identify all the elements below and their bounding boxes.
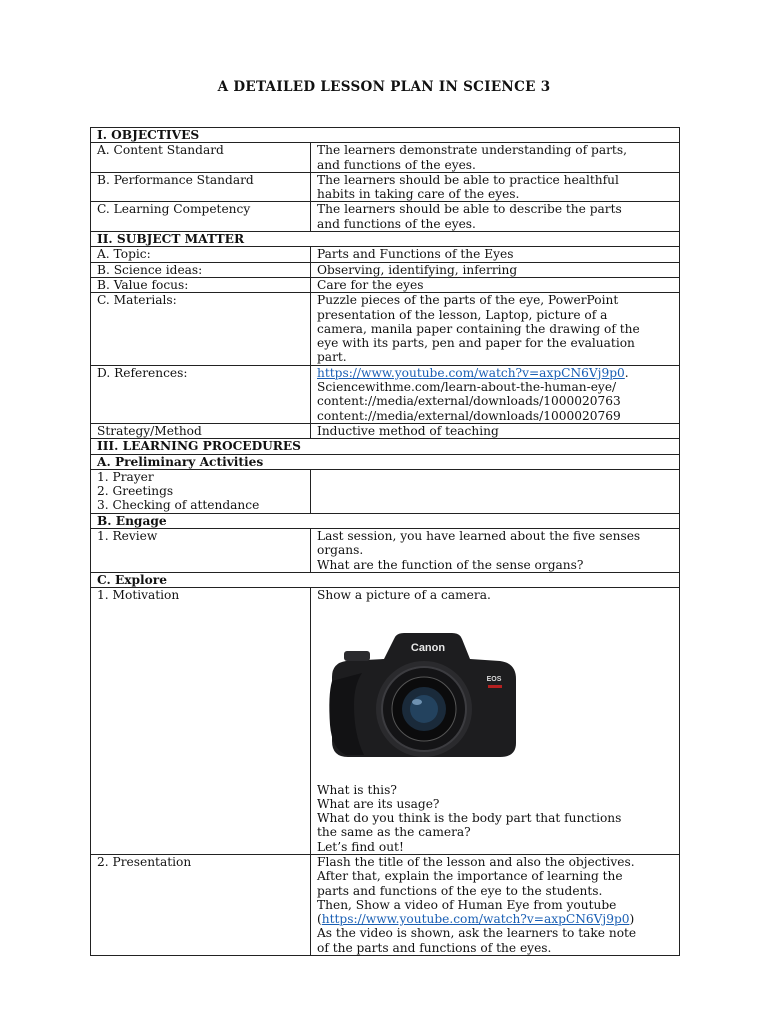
link-suffix: . <box>624 365 629 380</box>
text-line: What is this? <box>317 782 397 797</box>
text-line: What do you think is the body part that functions <box>317 811 622 826</box>
subject-matter-header-row <box>91 232 680 247</box>
strategy-label: Strategy/Method <box>91 423 311 438</box>
preliminary-header: A. Preliminary Activities <box>91 454 680 469</box>
content-standard-label: A. Content Standard <box>91 143 311 173</box>
preliminary-empty-cell <box>311 469 680 513</box>
performance-standard-label: B. Performance Standard <box>91 172 311 202</box>
subject-matter-header: II. SUBJECT MATTER <box>91 232 680 247</box>
text-line: part. <box>317 350 347 365</box>
text-line: Puzzle pieces of the parts of the eye, PowerPoint <box>317 293 619 308</box>
procedures-header-row <box>91 439 680 454</box>
text-line: presentation of the lesson, Laptop, picture of a <box>317 307 608 322</box>
topic-label: A. Topic: <box>91 247 311 262</box>
text-line: What are the function of the sense organs? <box>317 557 584 572</box>
text-line: organs. <box>317 543 364 558</box>
science-ideas-value: Observing, identifying, inferring <box>311 262 680 277</box>
lens-inner-glass <box>410 695 438 723</box>
lesson-plan-table <box>90 127 680 956</box>
text-line: eye with its parts, pen and paper for the evaluation <box>317 336 635 351</box>
list-item: 3. Checking of attendance <box>97 498 260 513</box>
page-title: A DETAILED LESSON PLAN IN SCIENCE 3 <box>217 79 551 95</box>
table-row <box>91 247 680 262</box>
table-row <box>91 143 680 173</box>
text-line <box>317 912 675 926</box>
materials-label: C. Materials: <box>91 293 311 365</box>
camera-picture <box>317 603 675 783</box>
paren-open: ( <box>317 912 322 927</box>
list-item: 1. Prayer <box>97 469 154 484</box>
lens-reflection <box>412 699 422 705</box>
preliminary-items <box>91 469 311 513</box>
performance-standard-value <box>311 172 680 202</box>
table-row <box>91 854 680 955</box>
camera-model-accent <box>488 685 502 688</box>
text-line: of the parts and functions of the eyes. <box>317 940 552 955</box>
review-label: 1. Review <box>91 529 311 573</box>
table-row <box>91 423 680 438</box>
text-line: the same as the camera? <box>317 825 471 840</box>
text-line: Last session, you have learned about the five senses <box>317 529 641 544</box>
camera-brand-label: Canon <box>410 641 446 654</box>
table-row <box>91 202 680 232</box>
camera-dial <box>344 651 370 661</box>
text-line: After that, explain the importance of learning the <box>317 869 623 884</box>
text-line: The learners demonstrate understanding of parts, <box>317 143 627 158</box>
list-item: 2. Greetings <box>97 484 174 499</box>
objectives-header: I. OBJECTIVES <box>91 128 680 143</box>
topic-value: Parts and Functions of the Eyes <box>311 247 680 262</box>
learning-competency-label: C. Learning Competency <box>91 202 311 232</box>
text-line: habits in taking care of the eyes. <box>317 187 520 202</box>
preliminary-header-row <box>91 454 680 469</box>
table-row <box>91 365 680 423</box>
science-ideas-label: B. Science ideas: <box>91 262 311 277</box>
text-line: parts and functions of the eye to the students. <box>317 883 603 898</box>
table-row <box>91 469 680 513</box>
content-standard-value <box>311 143 680 173</box>
text-line: camera, manila paper containing the drawing of the <box>317 321 640 336</box>
table-row <box>91 262 680 277</box>
table-row <box>91 588 680 855</box>
text-line <box>317 366 675 380</box>
text-line: The learners should be able to practice healthful <box>317 172 619 187</box>
table-row <box>91 293 680 365</box>
text-line: content://media/external/downloads/1000020763 <box>317 394 621 409</box>
text-line: As the video is shown, ask the learners to take note <box>317 926 637 941</box>
engage-header-row <box>91 513 680 528</box>
motivation-value <box>311 588 680 855</box>
table-row <box>91 529 680 573</box>
text-line: The learners should be able to describe the parts <box>317 202 622 217</box>
engage-header: B. Engage <box>91 513 680 528</box>
review-value <box>311 529 680 573</box>
youtube-video-link[interactable]: https://www.youtube.com/watch?v=axpCN6Vj9p0 <box>321 912 630 927</box>
explore-header-row <box>91 572 680 587</box>
text-line: Sciencewithme.com/learn-about-the-human-eye/ <box>317 380 617 395</box>
strategy-value: Inductive method of teaching <box>311 423 680 438</box>
presentation-label: 2. Presentation <box>91 854 311 955</box>
text-line: and functions of the eyes. <box>317 157 476 172</box>
camera-model-label: EOS <box>486 675 502 683</box>
objectives-header-row <box>91 128 680 143</box>
text-line: Then, Show a video of Human Eye from youtube <box>317 897 617 912</box>
learning-competency-value <box>311 202 680 232</box>
motivation-label: 1. Motivation <box>91 588 311 855</box>
value-focus-label: B. Value focus: <box>91 277 311 292</box>
procedures-header: III. LEARNING PROCEDURES <box>91 439 680 454</box>
text-line: Show a picture of a camera. <box>317 588 491 603</box>
references-value <box>311 365 680 423</box>
paren-close: ) <box>629 912 635 927</box>
text-line: What are its usage? <box>317 796 440 811</box>
text-line: and functions of the eyes. <box>317 216 476 231</box>
references-label: D. References: <box>91 365 311 423</box>
text-line: Flash the title of the lesson and also the objectives. <box>317 854 635 869</box>
explore-header: C. Explore <box>91 572 680 587</box>
camera-image <box>324 625 524 765</box>
materials-value <box>311 293 680 365</box>
youtube-reference-link[interactable]: https://www.youtube.com/watch?v=axpCN6Vj9p0 <box>317 365 625 380</box>
text-line: content://media/external/downloads/1000020769 <box>317 408 621 423</box>
table-row <box>91 172 680 202</box>
presentation-value <box>311 854 680 955</box>
value-focus-value: Care for the eyes <box>311 277 680 292</box>
text-line: Let’s find out! <box>317 839 404 854</box>
table-row <box>91 277 680 292</box>
